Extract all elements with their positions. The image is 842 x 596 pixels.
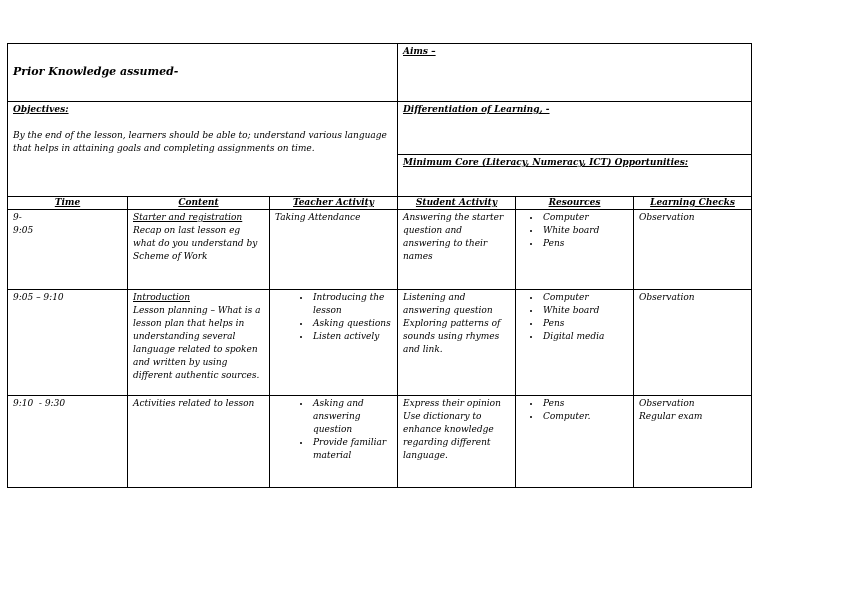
learning-check-text: Observation [639,213,695,223]
content-cell [128,210,270,290]
content-text: Recap on last lesson eg what do you understand by Scheme of Work [133,226,258,262]
activity-table [7,196,752,488]
time-cell [8,396,128,488]
column-header: Learning Checks [634,197,752,210]
column-header: Resources [516,197,634,210]
prior-knowledge-cell [8,44,398,102]
learning-checks-cell [634,290,752,396]
student-activity-cell [398,290,516,396]
table-row [8,396,752,488]
list-item: • Pens [541,318,628,331]
teacher-activity-list [275,292,392,344]
teacher-activity-text: Taking Attendance [275,213,361,223]
time-cell [8,290,128,396]
content-text: Lesson planning – What is a lesson plan that helps in understanding several language related to spoken and written by using different authentic sources. [133,306,261,381]
student-activity-text: Listening and answering question Exploring patterns of sounds using rhymes and link. [403,293,501,355]
list-item: • White board [541,225,628,238]
resources-cell [516,210,634,290]
time-text: 9:05 – 9:10 [13,293,64,303]
learning-check-text: Regular exam [639,412,703,422]
differentiation-label: Differentiation of Learning, - [403,105,550,115]
column-header: Student Activity [398,197,516,210]
teacher-activity-cell [270,290,398,396]
student-activity-cell [398,396,516,488]
table-row [8,210,752,290]
content-title: Introduction [133,293,190,303]
list-item: • Digital media [541,331,628,344]
learning-checks-cell [634,210,752,290]
time-cell [8,210,128,290]
content-cell [128,290,270,396]
activity-header-row [8,197,752,210]
content-title: Starter and registration [133,213,243,223]
differentiation-cell [398,102,752,155]
teacher-activity-cell [270,396,398,488]
learning-check-text: Observation [639,293,695,303]
list-item: • White board [541,305,628,318]
content-cell [128,396,270,488]
resources-list [521,292,628,344]
objectives-text: By the end of the lesson, learners should be able to; understand various language that helps in attaining goals and completing assignments on time. [13,131,387,154]
aims-cell [398,44,752,102]
resources-cell [516,396,634,488]
learning-checks-cell [634,396,752,488]
student-activity-text: Express their opinion Use dictionary to enhance knowledge regarding different language. [403,399,501,461]
list-item: • Pens [541,398,628,411]
minimum-core-cell [398,155,752,197]
minimum-core-label: Minimum Core (Literacy, Numeracy, ICT) Opportunities: [403,158,689,168]
list-item: • Listen actively [311,331,392,344]
objectives-label: Objectives: [13,105,69,115]
lesson-plan [7,43,751,488]
content-text: Activities related to lesson [133,399,255,409]
resources-list [521,212,628,251]
learning-check-text: Observation [639,399,695,409]
objectives-cell [8,102,398,197]
teacher-activity-list [275,398,392,463]
column-header: Content [128,197,270,210]
list-item: • Computer. [541,411,628,424]
list-item: • Asking questions [311,318,392,331]
aims-label: Aims – [403,47,436,57]
table-row [8,290,752,396]
list-item: • Pens [541,238,628,251]
column-header: Time [8,197,128,210]
resources-cell [516,290,634,396]
list-item: • Provide familiar material [311,437,392,463]
prior-knowledge-label: Prior Knowledge assumed- [13,65,179,78]
student-activity-text: Answering the starter question and answering to their names [403,213,504,262]
list-item: • Introducing the lesson [311,292,392,318]
student-activity-cell [398,210,516,290]
time-text: 9:05 [13,226,34,236]
time-text: 9- [13,213,22,223]
list-item: • Computer [541,292,628,305]
teacher-activity-cell [270,210,398,290]
column-header: Teacher Activity [270,197,398,210]
lesson-plan-header-table [7,43,752,197]
time-text: 9:10 - 9:30 [13,399,66,409]
list-item: • Asking and answering question [311,398,392,437]
resources-list [521,398,628,424]
list-item: • Computer [541,212,628,225]
